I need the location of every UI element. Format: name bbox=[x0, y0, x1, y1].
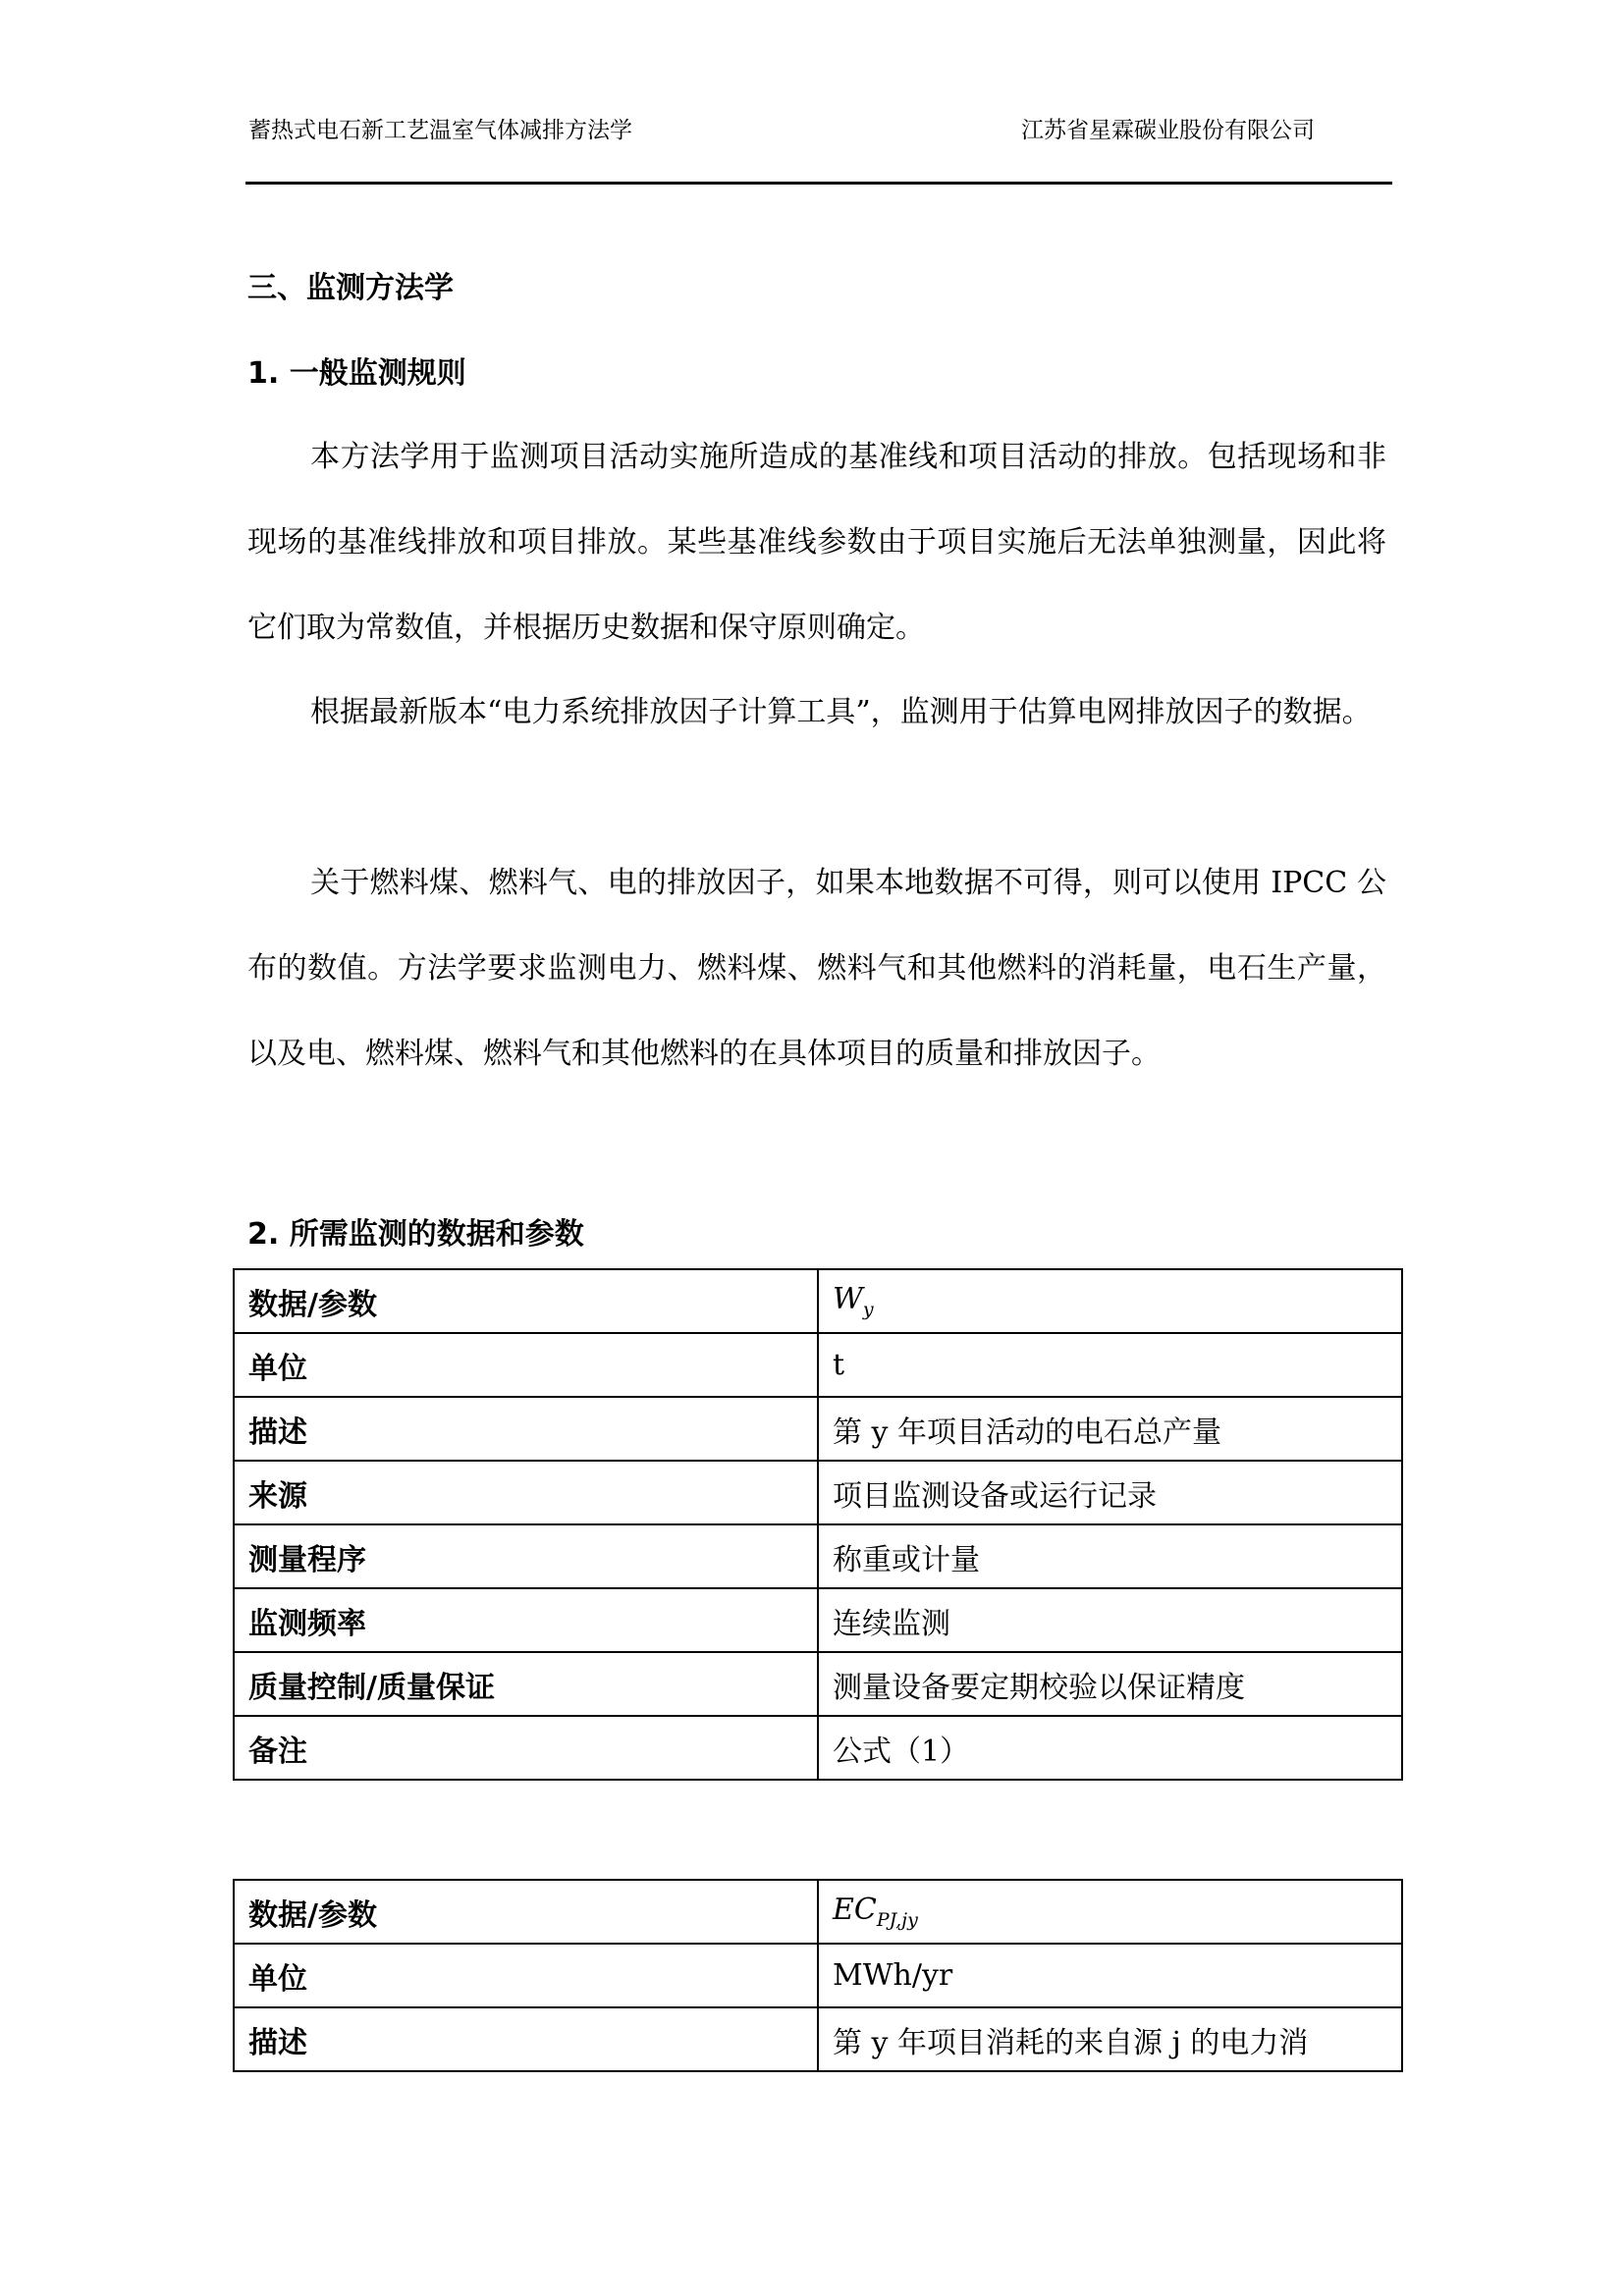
row-key: 单位 bbox=[234, 1333, 818, 1397]
table-row bbox=[234, 1333, 1402, 1397]
paragraph-3: 关于燃料煤、燃料气、电的排放因子，如果本地数据不可得，则可以使用 IPCC 公布的数值。方法学要求监测电力、燃料煤、燃料气和其他燃料的消耗量，电石生产量，以及电、燃料煤、燃料气和其他燃料的在具体项目的质量和排放因子。 bbox=[247, 866, 1386, 1071]
symbol-main: EC bbox=[833, 1893, 877, 1927]
paragraph-1: 本方法学用于监测项目活动实施所造成的基准线和项目活动的排放。包括现场和非现场的基准线排放和项目排放。某些基准线参数由于项目实施后无法单独测量，因此将它们取为常数值，并根据历史数据和保守原则确定。 bbox=[247, 440, 1386, 645]
row-value bbox=[818, 1880, 1402, 1944]
table-row bbox=[234, 1944, 1402, 2007]
parameter-table-ec bbox=[233, 1879, 1403, 2072]
row-value bbox=[818, 1269, 1402, 1333]
subsection-title-monitored-data: 2. 所需监测的数据和参数 bbox=[247, 1217, 584, 1252]
header-divider bbox=[245, 182, 1392, 185]
paragraph-2: 根据最新版本“电力系统排放因子计算工具”，监测用于估算电网排放因子的数据。 bbox=[310, 695, 1372, 729]
table-row bbox=[234, 1588, 1402, 1652]
row-key: 数据/参数 bbox=[234, 1269, 818, 1333]
subsection-title-general-rules: 1. 一般监测规则 bbox=[247, 356, 466, 391]
table-row bbox=[234, 1716, 1402, 1780]
row-value: 公式（1） bbox=[818, 1716, 1402, 1780]
parameter-symbol bbox=[833, 1893, 918, 1931]
row-key: 备注 bbox=[234, 1716, 818, 1780]
row-key: 描述 bbox=[234, 1397, 818, 1461]
table-row bbox=[234, 1397, 1402, 1461]
row-key: 数据/参数 bbox=[234, 1880, 818, 1944]
row-value: 项目监测设备或运行记录 bbox=[818, 1461, 1402, 1524]
parameter-symbol bbox=[833, 1282, 874, 1320]
row-value: MWh/yr bbox=[818, 1944, 1402, 2007]
table-row bbox=[234, 1880, 1402, 1944]
row-key: 测量程序 bbox=[234, 1524, 818, 1588]
symbol-subscript: PJ,jy bbox=[876, 1909, 918, 1931]
table-row bbox=[234, 2007, 1402, 2071]
header-company-name: 江苏省星霖碳业股份有限公司 bbox=[1021, 118, 1315, 143]
header-methodology-title: 蓄热式电石新工艺温室气体减排方法学 bbox=[248, 118, 632, 143]
section-title: 三、监测方法学 bbox=[247, 271, 454, 305]
row-key: 描述 bbox=[234, 2007, 818, 2071]
table-row bbox=[234, 1269, 1402, 1333]
row-value: 第 y 年项目活动的电石总产量 bbox=[818, 1397, 1402, 1461]
row-key: 来源 bbox=[234, 1461, 818, 1524]
symbol-main: W bbox=[833, 1282, 863, 1316]
table-row bbox=[234, 1524, 1402, 1588]
row-key: 质量控制/质量保证 bbox=[234, 1652, 818, 1716]
parameter-table-wy bbox=[233, 1268, 1403, 1781]
row-value: 第 y 年项目消耗的来自源 j 的电力消 bbox=[818, 2007, 1402, 2071]
row-value: 连续监测 bbox=[818, 1588, 1402, 1652]
row-value: 称重或计量 bbox=[818, 1524, 1402, 1588]
table-row bbox=[234, 1461, 1402, 1524]
row-value: 测量设备要定期校验以保证精度 bbox=[818, 1652, 1402, 1716]
symbol-subscript: y bbox=[862, 1299, 874, 1320]
row-key: 监测频率 bbox=[234, 1588, 818, 1652]
row-key: 单位 bbox=[234, 1944, 818, 2007]
table-row bbox=[234, 1652, 1402, 1716]
row-value: t bbox=[818, 1333, 1402, 1397]
